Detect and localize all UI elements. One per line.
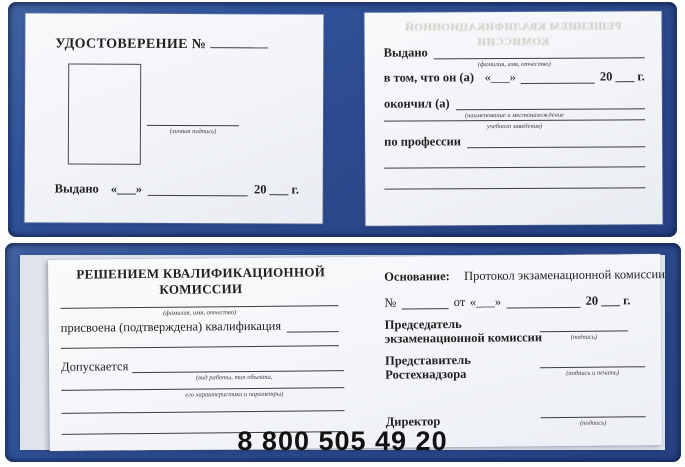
that-he-row — [384, 69, 645, 84]
month-blank — [521, 72, 595, 84]
day-quote: «___» — [484, 69, 516, 85]
personal-signature-caption: (личная подпись) — [169, 127, 217, 136]
year-label: 20 ___ г. — [599, 69, 645, 84]
extra-blank-line-2 — [384, 187, 645, 189]
school-blank-2 — [384, 119, 645, 121]
allowed-blank — [132, 359, 344, 373]
protocol-month-blank — [506, 296, 581, 309]
protocol-year: 20 ___ г. — [585, 293, 631, 308]
director-label: Директор — [385, 414, 441, 429]
basis-value: Протокол экзаменационной комиссии — [463, 267, 665, 283]
issued-day-quote: «___» — [110, 181, 143, 196]
school-caption-2: учебного заведения) — [486, 122, 543, 131]
fio-caption: (фамилия, имя, отчество) — [163, 309, 237, 317]
allowed-row — [61, 357, 344, 374]
work-type-caption-2: его характеристики и параметры) — [185, 390, 284, 399]
issued-label: Выдано — [54, 181, 99, 196]
extra-blank-line-1 — [384, 166, 645, 168]
certificate-title: УДОСТОВЕРЕНИЕ № — [55, 36, 207, 53]
name-label: Выдано — [383, 45, 428, 60]
representative-signature-line — [540, 366, 645, 368]
that-he-label: в том, что он (а) — [383, 70, 475, 85]
commission-heading: РЕШЕНИЕМ КВАЛИФИКАЦИОННОЙ КОМИССИИ — [76, 264, 326, 297]
qualification-blank — [287, 320, 339, 332]
certificate-top-cover — [8, 2, 677, 237]
inner-sheet — [48, 254, 665, 451]
page-vydano — [364, 11, 662, 226]
director-signature-caption: (подпись) — [579, 419, 607, 427]
photo-placeholder — [68, 64, 141, 165]
representative-signature-caption: (подпись и печать) — [566, 369, 620, 377]
issued-date-row — [55, 181, 303, 196]
allowed-blank-3 — [62, 410, 345, 414]
certificate-title-row — [55, 35, 268, 53]
representative-label: Представитель Ростехнадзора — [385, 352, 471, 382]
school-blank-1 — [456, 97, 645, 110]
basis-row — [384, 267, 665, 284]
name-caption: (фамилия, имя, отчество) — [477, 60, 551, 69]
protocol-day-quote: «___» — [469, 294, 502, 309]
number-label: № — [384, 295, 397, 310]
phone-number: 8 800 505 49 20 — [237, 426, 448, 456]
allowed-label: Допускается — [61, 359, 129, 374]
chairman-signature-caption: (подпись) — [570, 333, 598, 341]
number-blank — [401, 297, 448, 309]
basis-label: Основание: — [384, 269, 450, 284]
profession-blank — [467, 135, 645, 148]
chairman-signature-line — [540, 330, 628, 332]
bleed-through-ghost-text: РЕШЕНИЕМ КВАЛИФИКАЦИОННОЙ КОМИССИИ — [404, 20, 622, 49]
protocol-number-row — [384, 293, 630, 309]
qualification-label: присвоена (подтверждена) квалификация — [60, 318, 282, 335]
name-blank — [434, 46, 645, 59]
certificate-number-blank — [210, 36, 268, 48]
work-type-caption-1: (вид работы, тип объекта, — [196, 373, 273, 382]
qualification-row — [61, 318, 339, 335]
from-label: от — [453, 294, 466, 310]
school-caption-1: (наименование и местонахождение — [464, 111, 565, 120]
personal-signature-line — [147, 125, 239, 126]
qualification-blank-2 — [61, 345, 339, 349]
issued-month-blank — [148, 184, 248, 196]
name-row — [384, 44, 645, 59]
issued-year: 20 ___ г. — [254, 182, 300, 197]
chairman-label: Председатель экзаменационной комиссии — [384, 316, 543, 346]
director-signature-line — [541, 416, 646, 418]
graduated-label: окончил (а) — [383, 96, 450, 111]
graduated-row — [384, 95, 645, 110]
profession-label: по профессии — [384, 134, 461, 149]
page-udostoverenie — [25, 13, 324, 223]
profession-row — [384, 133, 645, 148]
